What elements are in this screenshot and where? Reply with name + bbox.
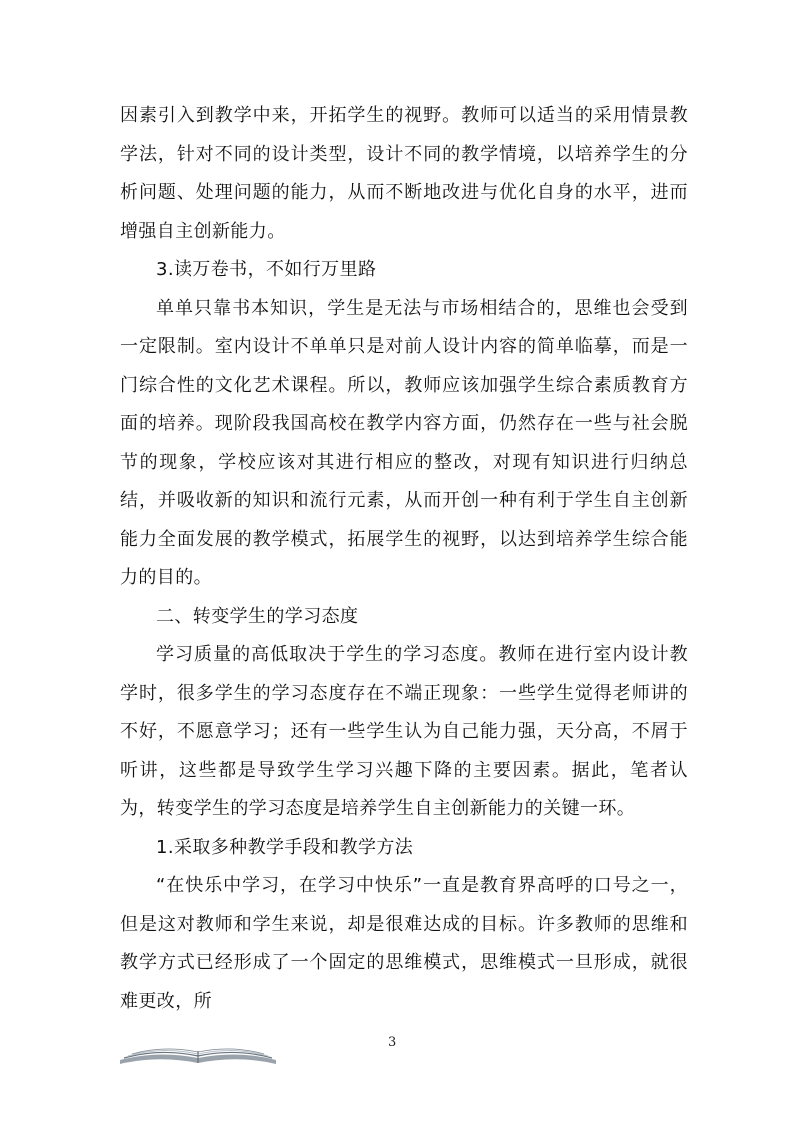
section-heading-teaching-methods: 1.采取多种教学手段和教学方法 bbox=[156, 836, 414, 858]
paragraph-book-knowledge: 单单只靠书本知识，学生是无法与市场相结合的，思维也会受到一定限制。室内设计不单单只是对前人设计内容的简单临摹，而是一门综合性的文化艺术课程。所以，教师应该加强学生综合素质教育方面的培养。现阶段我国高校在教学内容方面，仍然存在一些与社会脱节的现象，学校应该对其进行相应的整改，对现有知识进行归纳总结，并吸收新的知识和流行元素，从而开创一种有利于学生自主创新能力全面发展的教学模式，拓展学生的视野，以达到培养学生综合能力的目的。 bbox=[120, 297, 688, 588]
paragraph-continuation: 因素引入到教学中来，开拓学生的视野。教师可以适当的采用情景教学法，针对不同的设计类型，设计不同的教学情境，以培养学生的分析问题、处理问题的能力，从而不断地改进与优化自身的水平，进而增强自主创新能力。 bbox=[120, 105, 688, 242]
page-number: 3 bbox=[388, 1035, 397, 1050]
body-text bbox=[120, 97, 688, 1021]
open-book-icon bbox=[118, 1042, 278, 1066]
paragraph-happy-learning: “在快乐中学习，在学习中快乐”一直是教育界高呼的口号之一，但是这对教师和学生来说，却是很难达成的目标。许多教师的思维和教学方式已经形成了一个固定的思维模式，思维模式一旦形成，就很难更改，所 bbox=[120, 875, 688, 1012]
section-heading-learning-attitude: 二、转变学生的学习态度 bbox=[156, 605, 359, 627]
section-heading-read-books: 3.读万卷书，不如行万里路 bbox=[156, 259, 377, 280]
paragraph-learning-quality: 学习质量的高低取决于学生的学习态度。教师在进行室内设计教学时，很多学生的学习态度存在不端正现象：一些学生觉得老师讲的不好，不愿意学习；还有一些学生认为自己能力强，天分高，不屑于听讲，这些都是导致学生学习兴趣下降的主要因素。据此，笔者认为，转变学生的学习态度是培养学生自主创新能力的关键一环。 bbox=[120, 644, 688, 819]
